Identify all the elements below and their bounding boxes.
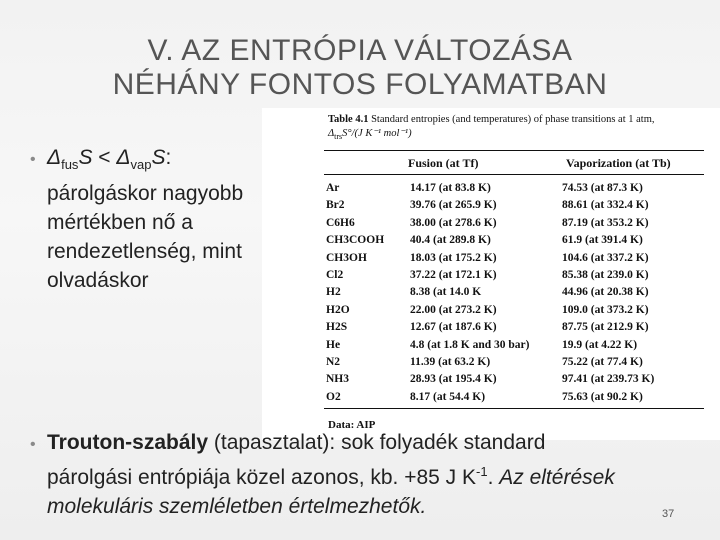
table-cell-substance: H2 xyxy=(326,286,341,299)
subscript-fus: fus xyxy=(61,157,79,173)
title-line-2: NÉHÁNY FONTOS FOLYAMATBAN xyxy=(112,68,608,101)
header-vaporization: Vaporization (at Tb) xyxy=(566,156,671,170)
table-cell-fusion: 14.17 (at 83.8 K) xyxy=(410,182,491,194)
table-cell-vaporization: 97.41 (at 239.73 K) xyxy=(562,373,655,386)
slide-title xyxy=(40,34,680,102)
trouton-italic-1: Az eltérések xyxy=(499,466,615,489)
table-header-rule xyxy=(324,174,704,175)
table-cell-vaporization: 87.75 (at 212.9 K) xyxy=(562,321,649,334)
table-cell-vaporization: 44.96 (at 20.38 K) xyxy=(562,286,649,299)
table-cell-fusion: 4.8 (at 1.8 K and 30 bar) xyxy=(410,338,530,351)
subscript-vap: vap xyxy=(130,157,152,173)
table-cell-fusion: 40.4 (at 289.8 K) xyxy=(410,234,491,247)
table-cell-fusion: 18.03 (at 175.2 K) xyxy=(410,251,497,264)
table-cell-fusion: 12.67 (at 187.6 K) xyxy=(410,321,497,334)
trouton-line-2: párolgási entrópiája közel azonos, kb. +85 J K xyxy=(47,466,477,489)
bullet1-line-5: olvadáskor xyxy=(47,269,149,293)
table-cell-substance: O2 xyxy=(326,390,341,403)
table-cell-substance: NH3 xyxy=(326,373,349,386)
trouton-italic-2: molekuláris szemléletben értelmezhetők. xyxy=(47,495,427,518)
table-cell-substance: Ar xyxy=(326,182,340,194)
entropy-table-image xyxy=(262,108,720,440)
bullet1-line-2: párolgáskor nagyobb xyxy=(47,182,244,206)
table-cell-substance: H2S xyxy=(326,321,348,334)
bullet-dot-icon: • xyxy=(30,151,36,168)
table-cell-fusion: 8.38 (at 14.0 K xyxy=(410,286,482,299)
page-number: 37 xyxy=(662,508,675,520)
header-fusion: Fusion (at Tf) xyxy=(408,156,479,170)
bullet-entropy-comparison xyxy=(30,143,300,295)
table-caption-label: Table 4.1 xyxy=(328,114,369,125)
table-cell-substance: Cl2 xyxy=(326,269,344,281)
bullet1-line-3: mértékben nő a xyxy=(47,211,193,235)
trouton-exponent: -1 xyxy=(476,464,488,479)
table-cell-vaporization: 75.22 (at 77.4 K) xyxy=(562,356,643,368)
table-caption-text: Standard entropies (and temperatures) of phase transitions at 1 atm, xyxy=(371,114,655,125)
table-cell-vaporization: 104.6 (at 337.2 K) xyxy=(562,251,649,264)
table-cell-vaporization: 19.9 (at 4.22 K) xyxy=(562,338,638,351)
table-caption-units: S°/(J K⁻¹ mol⁻¹) xyxy=(342,128,412,139)
trouton-rule-term: Trouton-szabály xyxy=(47,431,209,454)
table-cell-substance: He xyxy=(326,338,341,351)
table-cell-fusion: 38.00 (at 278.6 K) xyxy=(410,216,497,229)
table-cell-vaporization: 74.53 (at 87.3 K) xyxy=(562,182,643,194)
trouton-line-2-end: . xyxy=(487,466,500,489)
table-cell-substance: H2O xyxy=(326,303,350,316)
bullet-dot-icon-2: • xyxy=(30,436,36,453)
table-cell-fusion: 11.39 (at 63.2 K) xyxy=(410,356,491,368)
entropy-symbol: S xyxy=(78,146,93,169)
entropy-symbol-2: S xyxy=(151,146,166,169)
table-cell-vaporization: 61.9 (at 391.4 K) xyxy=(562,234,643,247)
delta-symbol-2: Δ xyxy=(116,146,131,169)
table-cell-vaporization: 88.61 (at 332.4 K) xyxy=(562,199,649,212)
table-cell-fusion: 8.17 (at 54.4 K) xyxy=(410,390,486,403)
table-cell-substance: N2 xyxy=(326,356,341,368)
bullet1-line-4: rendezetlenség, mint xyxy=(47,240,242,264)
table-cell-vaporization: 87.19 (at 353.2 K) xyxy=(562,216,649,229)
table-cell-vaporization: 85.38 (at 239.0 K) xyxy=(562,269,649,281)
less-than: < xyxy=(92,146,117,169)
delta-symbol: Δ xyxy=(47,146,62,169)
table-top-rule xyxy=(324,150,704,151)
table-cell-substance: C6H6 xyxy=(326,216,355,229)
table-cell-vaporization: 109.0 (at 373.2 K) xyxy=(562,303,649,316)
colon: : xyxy=(165,146,172,169)
table-cell-vaporization: 75.63 (at 90.2 K) xyxy=(562,390,643,403)
table-cell-substance: CH3COOH xyxy=(326,234,385,247)
table-cell-substance: CH3OH xyxy=(326,251,367,264)
table-cell-fusion: 37.22 (at 172.1 K) xyxy=(410,269,497,281)
table-bottom-rule xyxy=(324,408,704,409)
bullet-trouton-rule xyxy=(30,428,690,521)
table-caption: Table 4.1 Standard entropies (and temperatures) of phase transitions at 1 atm, $\Delta_{trs}S^\circ/(J$ K⁻¹ mol⁻¹) xyxy=(328,114,655,142)
trouton-rule-desc: (tapasztalat): sok folyadék standard xyxy=(208,431,546,454)
table-cell-fusion: 28.93 (at 195.4 K) xyxy=(410,373,497,386)
table-cell-fusion: 39.76 (at 265.9 K) xyxy=(410,199,497,212)
title-line-1: V. AZ ENTRÓPIA VÁLTOZÁSA xyxy=(147,34,573,67)
table-data-source: Data: AIP xyxy=(328,419,376,431)
table-cell-substance: Br2 xyxy=(326,199,345,212)
table-cell-fusion: 22.00 (at 273.2 K) xyxy=(410,303,497,316)
table-caption-units-delta: Δ xyxy=(328,128,335,139)
